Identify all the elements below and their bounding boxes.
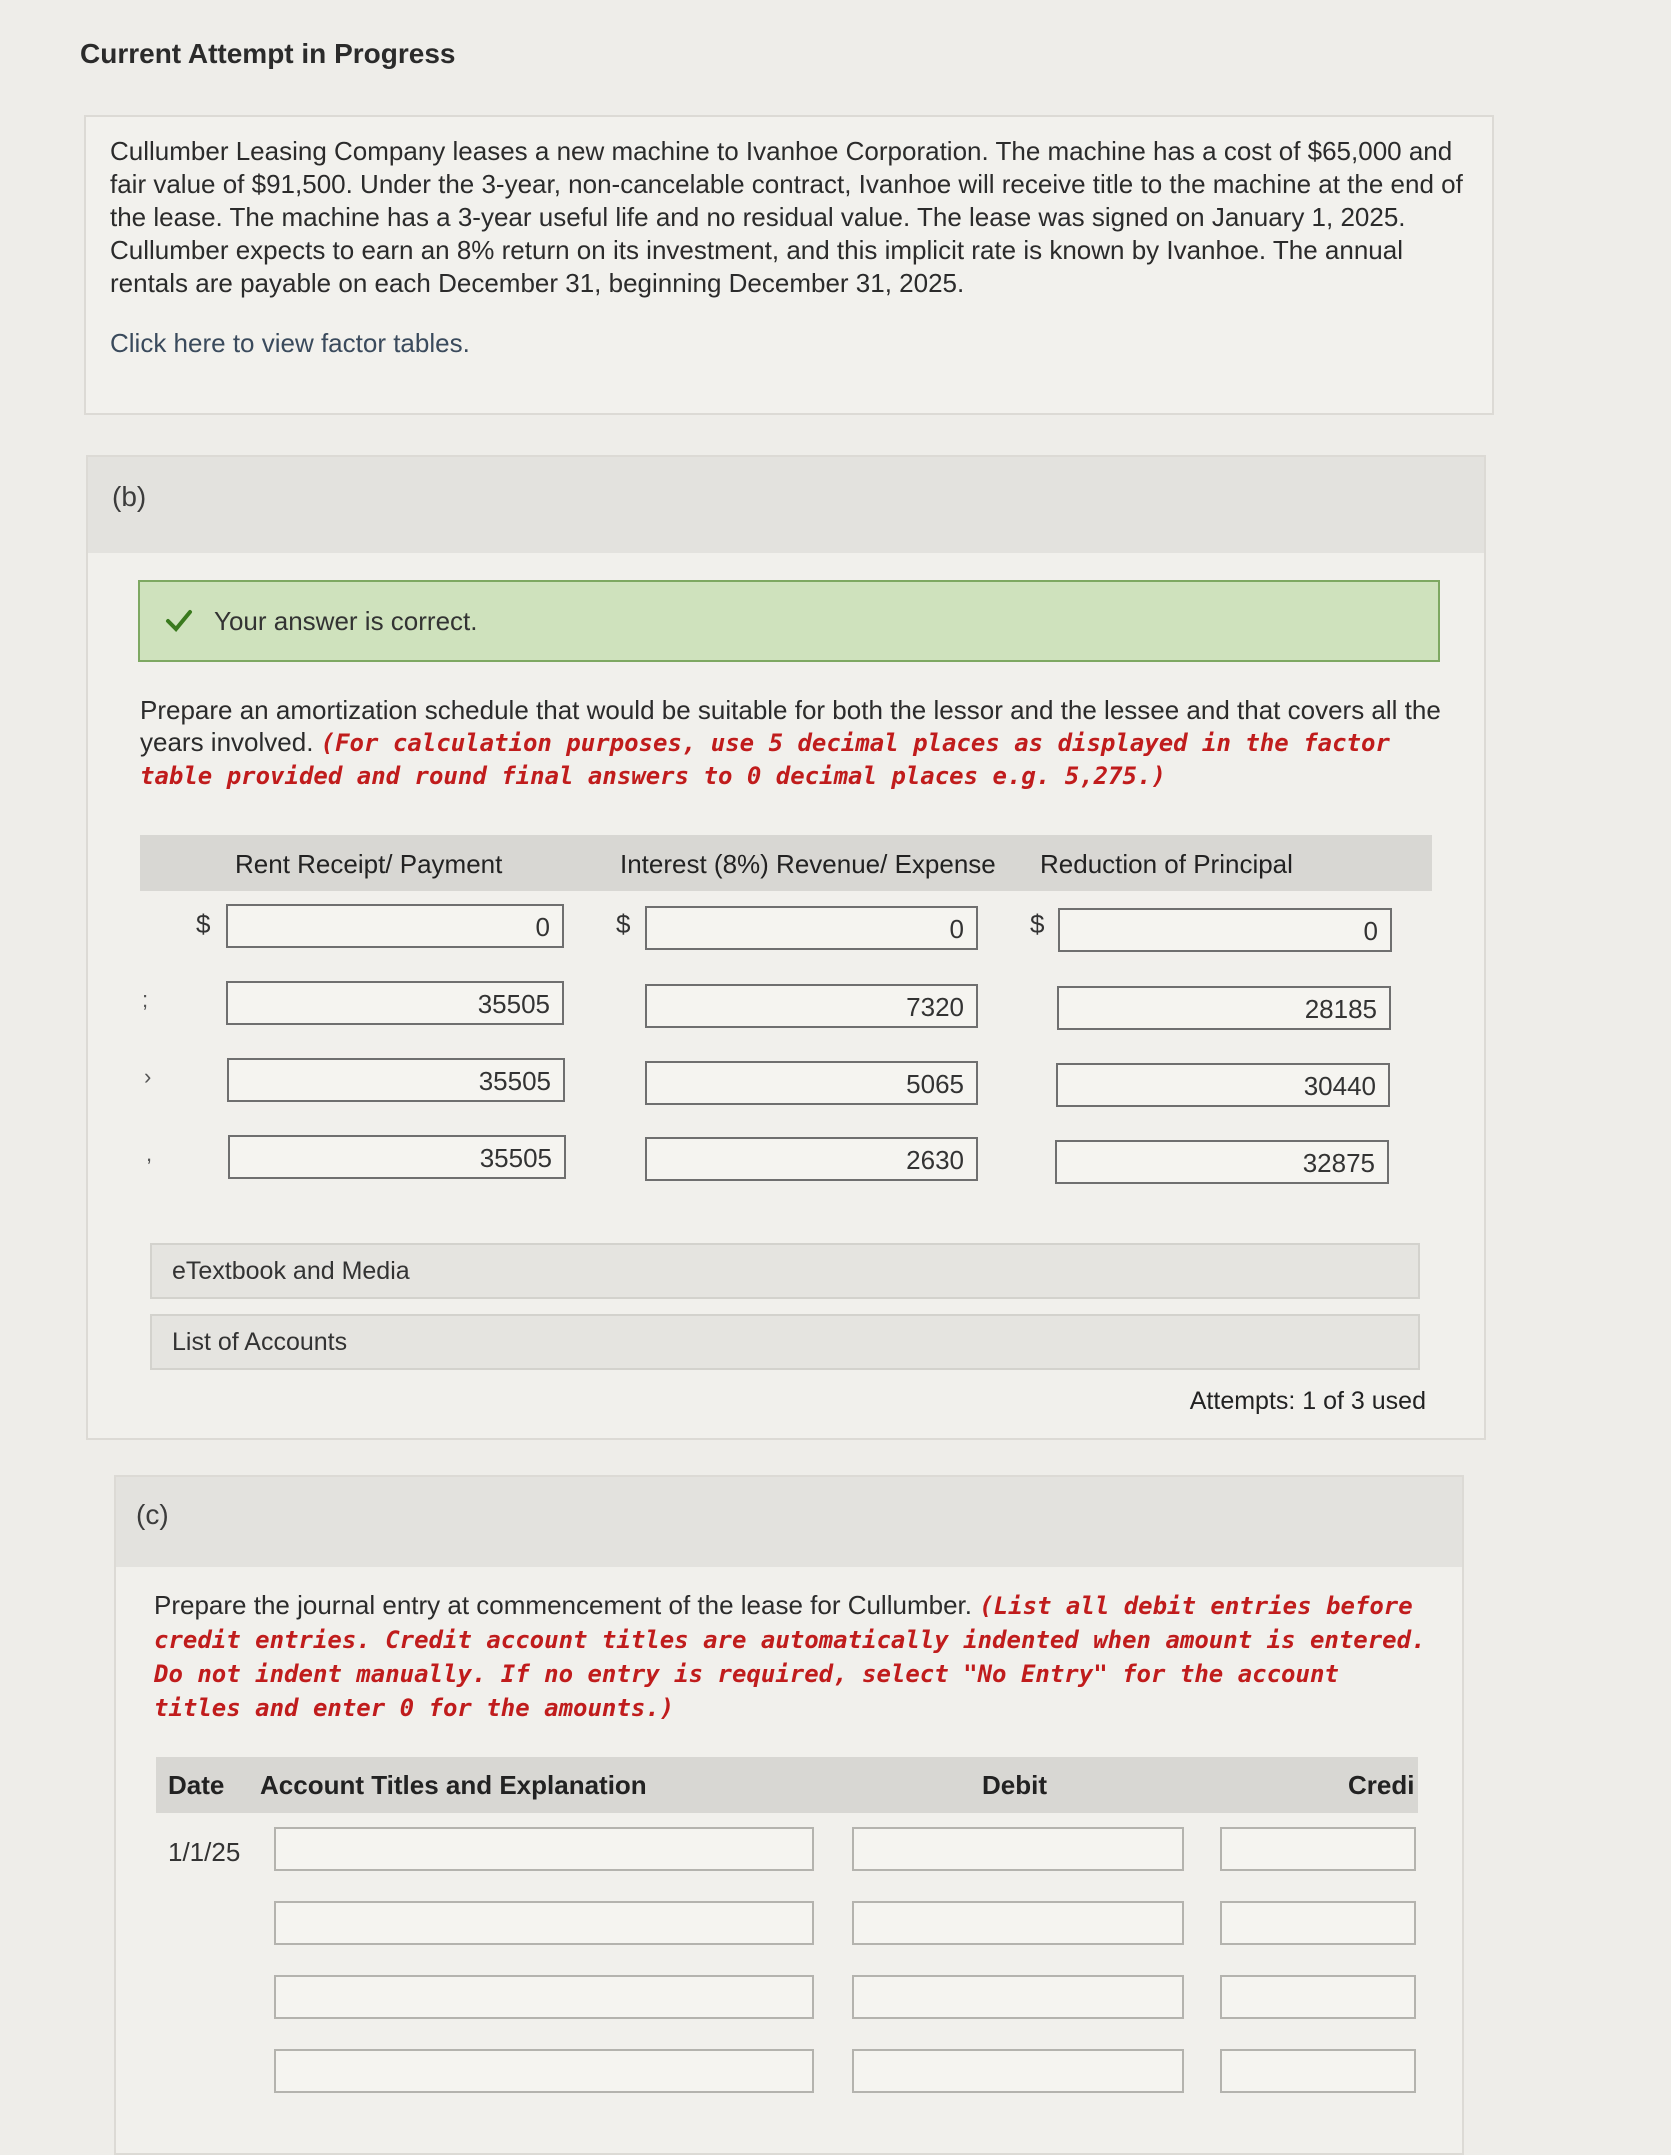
part-c-instructions [154, 1589, 1434, 1725]
correct-answer-banner [138, 580, 1440, 662]
part-c-note: (List all debit entries before credit entries. Credit account titles are automatically indented when amount is entered. Do not indent manually. If no entry is required, select "No Entry" for the account titles and enter 0 for the amounts.) [154, 1592, 1426, 1722]
debit-input[interactable] [852, 1901, 1184, 1945]
col-interest: Interest (8%) Revenue/ Expense [620, 849, 996, 879]
col-credit: Credi [1348, 1770, 1415, 1800]
list-of-accounts-toggle[interactable]: List of Accounts [150, 1314, 1420, 1370]
col-debit: Debit [982, 1770, 1047, 1800]
problem-text: Cullumber Leasing Company leases a new machine to Ivanhoe Corporation. The machine has a cost of $65,000 and fair value of $91,500. Under the 3-year, non-cancelable contract, Ivanhoe will receive title to the machine at the end of the lease. The machine has a 3-year useful life and no residual value. The lease was signed on January 1, 2025. Cullumber expects to earn an 8% return on its investment, and this implicit rate is known by Ivanhoe. The annual rentals are payable on each December 31, beginning December 31, 2025. [110, 136, 1463, 298]
part-b-instructions [140, 694, 1450, 792]
interest-input[interactable]: 2630 [645, 1137, 978, 1181]
etextbook-media-toggle[interactable]: eTextbook and Media [150, 1243, 1420, 1299]
interest-input[interactable]: 7320 [645, 984, 978, 1028]
part-b-section [86, 455, 1486, 1440]
account-title-input[interactable] [274, 1827, 814, 1871]
credit-input[interactable] [1220, 1975, 1416, 2019]
principal-input[interactable]: 30440 [1056, 1063, 1390, 1107]
col-rent-payment: Rent Receipt/ Payment [235, 849, 503, 879]
col-account-titles: Account Titles and Explanation [260, 1770, 647, 1800]
attempts-counter: Attempts: 1 of 3 used [1189, 1387, 1426, 1415]
part-c-header[interactable] [116, 1477, 1462, 1567]
credit-input[interactable] [1220, 1901, 1416, 1945]
part-b-label: (b) [112, 481, 147, 512]
part-c-section [114, 1475, 1464, 2155]
part-b-instruction-text: Prepare an amortization schedule that would be suitable for both the lessor and the lessee and that covers all the years involved. [140, 695, 1441, 757]
factor-tables-link[interactable]: Click here to view factor tables. [110, 328, 470, 358]
interest-input[interactable]: 5065 [645, 1061, 978, 1105]
debit-input[interactable] [852, 2049, 1184, 2093]
col-principal-reduction: Reduction of Principal [1040, 849, 1293, 879]
page-title: Current Attempt in Progress [80, 38, 456, 69]
row-marker: ; [142, 987, 149, 1012]
principal-input[interactable]: 28185 [1057, 986, 1391, 1030]
checkmark-icon [164, 606, 194, 636]
currency-symbol: $ [1030, 909, 1045, 939]
principal-input[interactable]: 32875 [1055, 1140, 1389, 1184]
rent-input[interactable]: 0 [226, 904, 564, 948]
rent-input[interactable]: 35505 [226, 981, 564, 1025]
part-c-label: (c) [136, 1499, 169, 1530]
debit-input[interactable] [852, 1975, 1184, 2019]
currency-symbol: $ [196, 909, 211, 939]
amortization-header [140, 835, 1432, 891]
principal-input[interactable]: 0 [1058, 908, 1392, 952]
journal-header [156, 1757, 1418, 1813]
rent-input[interactable]: 35505 [227, 1058, 565, 1102]
part-c-instruction-text: Prepare the journal entry at commencement of the lease for Cullumber. [154, 1590, 972, 1620]
part-b-note: (For calculation purposes, use 5 decimal places as displayed in the factor table provided and round final answers to 0 decimal places e.g. 5,275.) [140, 729, 1390, 790]
currency-symbol: $ [616, 909, 631, 939]
problem-statement [84, 115, 1494, 415]
interest-input[interactable]: 0 [645, 906, 978, 950]
credit-input[interactable] [1220, 2049, 1416, 2093]
correct-answer-text: Your answer is correct. [214, 605, 478, 636]
part-b-header[interactable] [88, 457, 1484, 553]
row-marker: › [144, 1064, 152, 1089]
journal-date: 1/1/25 [168, 1837, 241, 1867]
col-date: Date [168, 1770, 225, 1800]
debit-input[interactable] [852, 1827, 1184, 1871]
account-title-input[interactable] [274, 1975, 814, 2019]
row-marker: , [146, 1141, 153, 1166]
account-title-input[interactable] [274, 2049, 814, 2093]
rent-input[interactable]: 35505 [228, 1135, 566, 1179]
account-title-input[interactable] [274, 1901, 814, 1945]
credit-input[interactable] [1220, 1827, 1416, 1871]
